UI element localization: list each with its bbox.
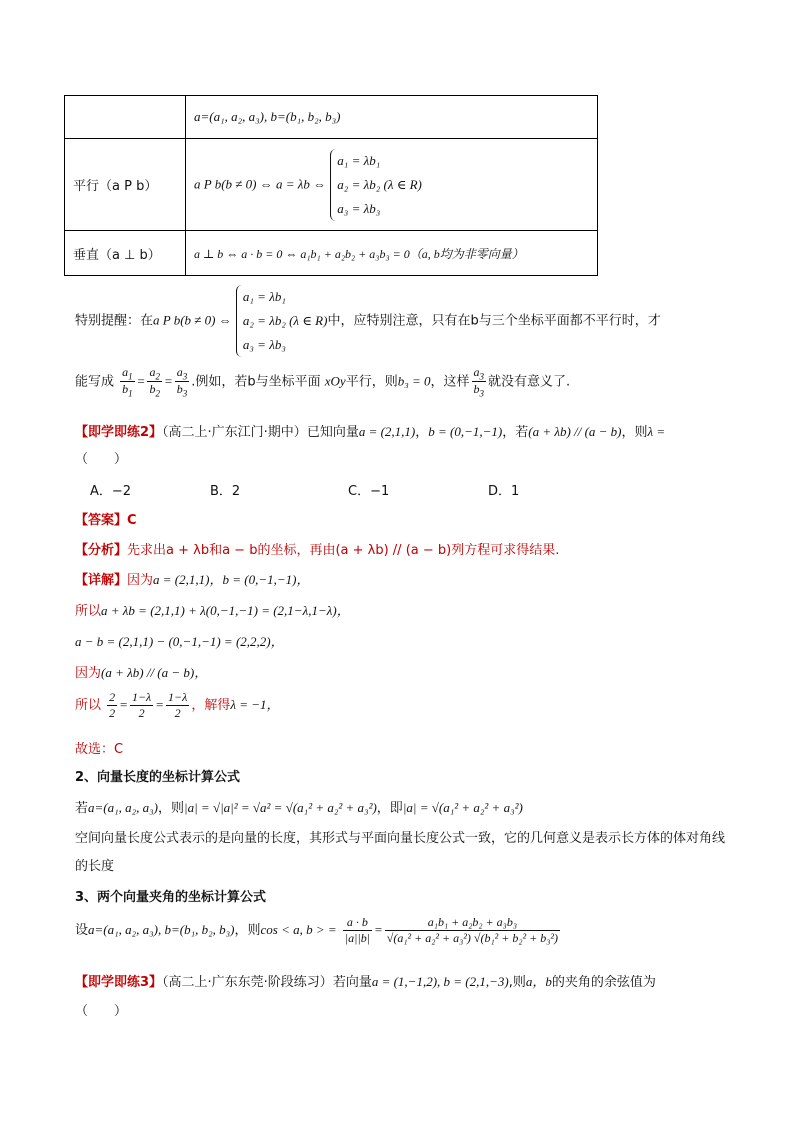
table-cell (65, 231, 186, 276)
b3-zero: b₃ = 0 (397, 373, 431, 389)
question-text: 的夹角的余弦值为 (551, 975, 656, 990)
table-cell (186, 231, 598, 276)
reminder-prefix: 特别提醒：在 (75, 313, 154, 329)
denominator: |a||b| (344, 931, 371, 945)
equals-sign: = (374, 922, 383, 937)
exercise-2-question (75, 421, 665, 440)
numerator: 2 (109, 690, 116, 704)
fraction (130, 690, 153, 721)
reminder-text: 平行，则 (345, 374, 398, 390)
exercise-3-question (75, 971, 656, 990)
exercise-source: （高二上·广东东莞·阶段练习） (162, 975, 333, 990)
detail-text: 所以 (75, 604, 102, 619)
detail-math: a + λb = (2,1,1) + λ(0,−1,−1) = (2,1−λ,1−λ)， (101, 603, 350, 618)
vector-property-table (64, 95, 598, 276)
section-3-title: 3、两个向量夹角的坐标计算公式 (75, 890, 267, 905)
denominator: 2 (138, 706, 145, 720)
table-cell-empty (65, 96, 186, 139)
vector-b-value: b = (0,−1,−1) (428, 424, 503, 439)
plane-name: xOy (324, 373, 346, 389)
fraction (343, 915, 372, 946)
ratio-fraction: $\frac{a_2}{b_2}$ (149, 365, 160, 399)
numerator: 1−λ (131, 690, 152, 704)
detail-text: 因为 (127, 573, 154, 588)
numerator: 1−λ (168, 690, 188, 704)
select-line: 故选：C (75, 742, 124, 757)
parallel-condition: (a + λb) // (a − b) (528, 424, 622, 439)
detail-text: ，解得 (191, 698, 231, 713)
perpendicular-formula: a ⊥ b ⇔ a · b = 0 ⇔ a₁b₁ + a₂b₂ + a₃b₃ = 0（a, b均为非零向量） (194, 246, 524, 261)
exercise-source: （高二上·广东江门·期中） (162, 425, 307, 440)
answer-line (75, 509, 137, 528)
section-2-title: 2、向量长度的坐标计算公式 (75, 770, 241, 785)
option-d: D．1 (488, 484, 520, 499)
denominator: 2 (174, 706, 181, 720)
option-c: C．−1 (348, 484, 390, 499)
analysis-text: 先求出a + λb和a − b的坐标，再由(a + λb) // (a − b)列方程可求得结果. (127, 543, 560, 558)
formula-math: |a| = √(a₁² + a₂² + a₃²) (402, 800, 523, 815)
numerator: a · b (343, 915, 372, 931)
detail-math: a − b = (2,1,1) − (0,−1,−1) = (2,2,2)， (75, 634, 284, 649)
option-a: A．−2 (90, 484, 132, 499)
question-text: 若向量 (332, 975, 372, 990)
table-row (65, 96, 598, 139)
vector-values: a = (1,−1,2), b = (2,1,−3) (371, 974, 509, 989)
reminder-text: .例如，若b与坐标平面 (191, 374, 321, 390)
length-formula (75, 797, 523, 816)
detail-math: λ = −1， (230, 697, 280, 712)
detail-math: a = (2,1,1)，b = (0,−1,−1)， (153, 572, 310, 587)
table-cell (186, 139, 598, 231)
parallel-system (330, 149, 422, 221)
reminder-text: 就没有意义了. (488, 374, 571, 390)
fraction (385, 915, 560, 946)
vector-names: a，b (525, 974, 552, 989)
question-text: 已知向量 (306, 425, 359, 440)
table-row (65, 231, 598, 276)
exercise-3-paren: （ ） (75, 1004, 128, 1019)
ratio-fraction: $\frac{a_3}{b_3}$ (176, 365, 188, 399)
ratio-fraction: $\frac{a_1}{b_1}$ (122, 365, 133, 399)
fraction (107, 690, 117, 721)
parallel-label: 平行（a P b） (73, 179, 158, 194)
formula-math: a=(a₁, a₂, a₃), b=(b₁, b₂, b₃) (88, 922, 235, 937)
system-eq: a₁ = λb₁ (337, 152, 381, 168)
system-eq: a₂ = λb₂ (λ ∈ R) (242, 313, 328, 328)
section-2-description: 空间向量长度公式表示的是向量的长度，其形式与平面向量长度公式一致，它的几何意义是表示长方体的体对角线的长度 (75, 831, 726, 874)
formula-math: |a| = √|a|² = √a² = √(a₁² + a₂² + a₃²) (184, 800, 377, 815)
formula-math: cos < a, b > = (260, 922, 337, 937)
question-text: ,则 (508, 975, 526, 990)
reminder-suffix: 中，应特别注意，只有在b与三个坐标平面都不平行时，才 (327, 313, 661, 329)
formula-text: ，则 (234, 923, 261, 938)
formula-text: 若 (75, 801, 89, 816)
numerator: a₁b₁ + a₂b₂ + a₃b₃ (385, 915, 560, 931)
reminder-text: ，这样 (430, 374, 470, 390)
detail-line-5: 所以 $\frac{2}{2}$ = $\frac{1-\lambda}{2}$ = $\frac{1-\lambda}{2}$ ，解得λ = −1， (75, 690, 280, 720)
reminder-condition: a P b(b ≠ 0) ⇔ (153, 312, 232, 328)
system-eq: a₃ = λb₃ (242, 337, 286, 352)
formula-text: 设 (75, 923, 89, 938)
detail-line-3 (75, 631, 284, 650)
formula-text: ，即 (376, 801, 403, 816)
perpendicular-label: 垂直（a ⊥ b） (73, 247, 161, 263)
ratio-fraction: $\frac{a_3}{b_3}$ (473, 365, 485, 399)
formula-math: a=(a₁, a₂, a₃) (88, 800, 159, 815)
detail-line-2 (75, 600, 350, 619)
system-eq: a₃ = λb₃ (337, 200, 381, 216)
formula-text: ，则 (158, 801, 185, 816)
question-text: ，若 (502, 425, 529, 440)
reminder-system (236, 285, 328, 357)
denominator: √(a₁² + a₂² + a₃²) √(b₁² + b₂² + b₃²) (386, 931, 558, 945)
detail-math: (a + λb) // (a − b)， (101, 665, 208, 680)
question-text: ，则 (621, 425, 648, 440)
exercise-tag: 【即学即练2】 (75, 425, 163, 440)
detail-line-1 (75, 569, 309, 588)
detail-line-4 (75, 662, 207, 681)
answer-value: C (127, 513, 137, 528)
vector-a-value: a = (2,1,1) (358, 424, 416, 439)
reminder-line-1 (75, 285, 661, 357)
question-text: ， (415, 425, 429, 440)
analysis-label: 【分析】 (75, 543, 128, 558)
table-cell (65, 139, 186, 231)
detail-label: 【详解】 (75, 573, 128, 588)
answer-label: 【答案】 (75, 513, 128, 528)
option-b: B．2 (210, 484, 241, 499)
detail-text: 所以 (75, 698, 102, 713)
reminder-text: 能写成 (75, 374, 115, 390)
system-eq: a₁ = λb₁ (242, 289, 286, 304)
system-eq: a₂ = λb₂ (λ ∈ R) (337, 176, 422, 192)
table-row (65, 139, 598, 231)
exercise-tag: 【即学即练3】 (75, 975, 163, 990)
lambda-symbol: λ = (647, 424, 666, 439)
exercise-2-paren: （ ） (75, 452, 128, 467)
parallel-condition: a P b(b ≠ 0) ⇔ a = λb ⇔ (194, 176, 327, 191)
table-cell (186, 96, 598, 139)
detail-text: 因为 (75, 666, 102, 681)
reminder-line-2: 能写成 $\frac{a_1}{b_1}$ = $\frac{a_2}{b_2}$ = $\frac{a_3}{b_3}$ .例如，若b与坐标平面 xOy平行，则b₃ = 0，这样 $\frac{a_3}{b_3}$ 就没有意义了. (75, 365, 571, 399)
angle-formula (75, 915, 562, 946)
vector-definition-formula: a=(a₁, a₂, a₃), b=(b₁, b₂, b₃) (194, 109, 341, 124)
analysis-line (75, 539, 559, 558)
denominator: 2 (109, 706, 116, 720)
fraction (166, 690, 189, 721)
